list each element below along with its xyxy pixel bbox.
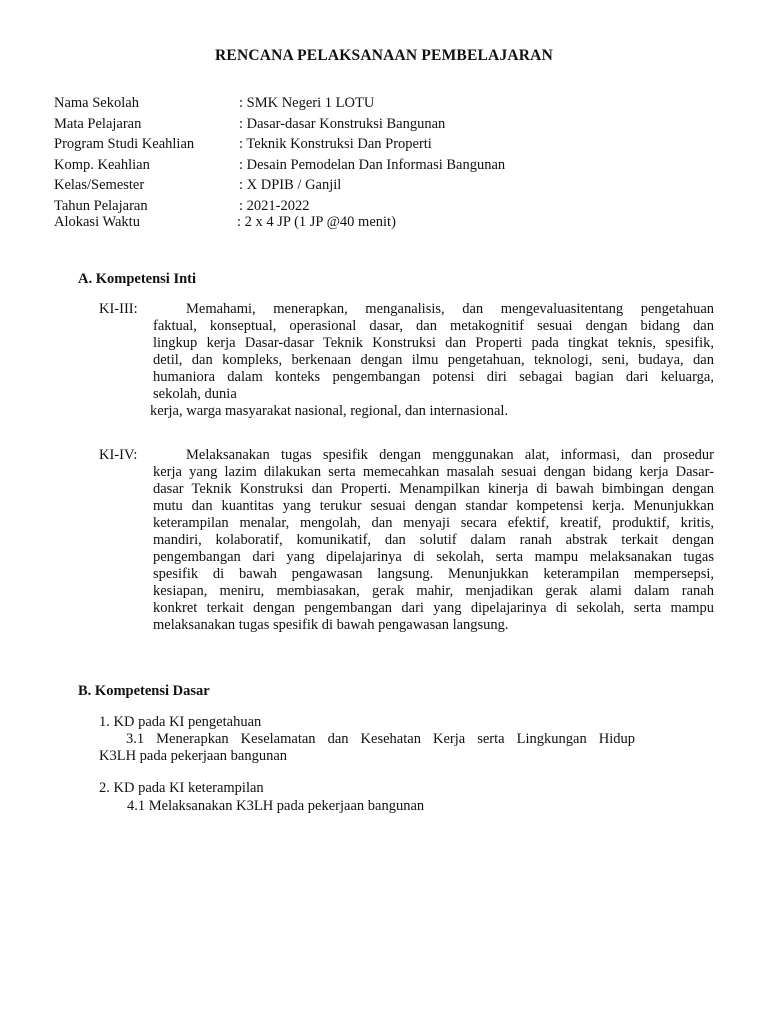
identity-value: : Teknik Konstruksi Dan Properti [239, 136, 432, 152]
ki4-line: kesiapan, meniru, membiasakan, gerak mahir, menjadikan gerak alami dalam ranah [153, 583, 714, 599]
ki3-line: Memahami, menerapkan, menganalisis, dan mengevaluasitentang pengetahuan [186, 301, 714, 317]
section-a-heading: A. Kompetensi Inti [78, 271, 197, 287]
kd-item-1-body [99, 731, 635, 765]
ki4-label: KI-IV: [99, 447, 138, 463]
identity-value: : X DPIB / Ganjil [239, 177, 342, 193]
identity-value: : Desain Pemodelan Dan Informasi Bangunan [239, 157, 506, 173]
ki3-line: humaniora dalam konteks pengembangan potensi diri sebagai bagian dari keluarga, [153, 369, 714, 385]
ki3-line: sekolah, dunia [153, 386, 237, 402]
ki4-line: pengembangan dari yang dipelajarinya di sekolah, serta mampu melaksanakan tugas [153, 549, 714, 565]
document-title: RENCANA PELAKSANAAN PEMBELAJARAN [215, 47, 553, 64]
identity-label: Mata Pelajaran [54, 116, 142, 132]
ki4-line: mutu dan kuantitas yang terukur sesuai dengan standar kompetensi kerja. Menunjukkan [153, 498, 714, 514]
ki4-line: dasar Teknik Konstruksi dan Properti. Menampilkan kinerja di bawah bimbingan dengan [153, 481, 714, 497]
ki4-line: spesifik di bawah pengawasan langsung. Menunjukkan keterampilan mempersepsi, [153, 566, 714, 582]
ki3-line: lingkup kerja Dasar-dasar Teknik Konstruksi dan Properti pada tingkat teknis, spesifik, [153, 335, 714, 351]
ki4-line: konkret terkait dengan pengembangan dari yang dipelajarinya di sekolah, serta mampu [153, 600, 714, 616]
ki4-paragraph [153, 447, 714, 634]
ki3-line: kerja, warga masyarakat nasional, regional, dan internasional. [150, 403, 509, 419]
ki3-label: KI-III: [99, 301, 138, 317]
identity-label: Tahun Pelajaran [54, 198, 148, 214]
ki4-line: Melaksanakan tugas spesifik dengan menggunakan alat, informasi, dan prosedur [186, 447, 714, 463]
identity-value: : SMK Negeri 1 LOTU [239, 95, 375, 111]
kd-item-1-line: 3.1 Menerapkan Keselamatan dan Kesehatan Kerja serta Lingkungan Hidup [126, 731, 635, 747]
ki4-line: mandiri, kolaboratif, komunikatif, dan solutif dalam ranah abstrak terkait dengan [153, 532, 714, 548]
section-b-heading: B. Kompetensi Dasar [78, 683, 210, 699]
ki3-line: faktual, konseptual, operasional dasar, dan metakognitif sesuai dengan bidang dan [153, 318, 714, 334]
kd-item-1-title: 1. KD pada KI pengetahuan [99, 714, 262, 730]
identity-label: Alokasi Waktu [54, 214, 140, 230]
ki4-line: keterampilan menalar, mengolah, dan menyaji secara efektif, kreatif, produktif, kritis, [153, 515, 714, 531]
kd-item-2-title: 2. KD pada KI keterampilan [99, 780, 264, 796]
kd-item-2-line: 4.1 Melaksanakan K3LH pada pekerjaan bangunan [127, 798, 425, 814]
identity-label: Komp. Keahlian [54, 157, 150, 173]
ki4-line: kerja yang lazim dilakukan serta memecahkan masalah sesuai dengan bidang kerja Dasar- [153, 464, 714, 480]
identity-value: : Dasar-dasar Konstruksi Bangunan [239, 116, 446, 132]
identity-label: Kelas/Semester [54, 177, 145, 193]
ki4-line: melaksanakan tugas spesifik di bawah pengawasan langsung. [153, 617, 509, 633]
kd-item-1-line: K3LH pada pekerjaan bangunan [99, 748, 288, 764]
ki3-paragraph [150, 301, 714, 420]
identity-label: Nama Sekolah [54, 95, 139, 111]
ki3-line: detil, dan kompleks, berkenaan dengan ilmu pengetahuan, teknologi, seni, budaya, dan [153, 352, 714, 368]
identity-value: : 2 x 4 JP (1 JP @40 menit) [237, 214, 396, 230]
identity-value: : 2021-2022 [239, 198, 310, 214]
identity-label: Program Studi Keahlian [54, 136, 195, 152]
